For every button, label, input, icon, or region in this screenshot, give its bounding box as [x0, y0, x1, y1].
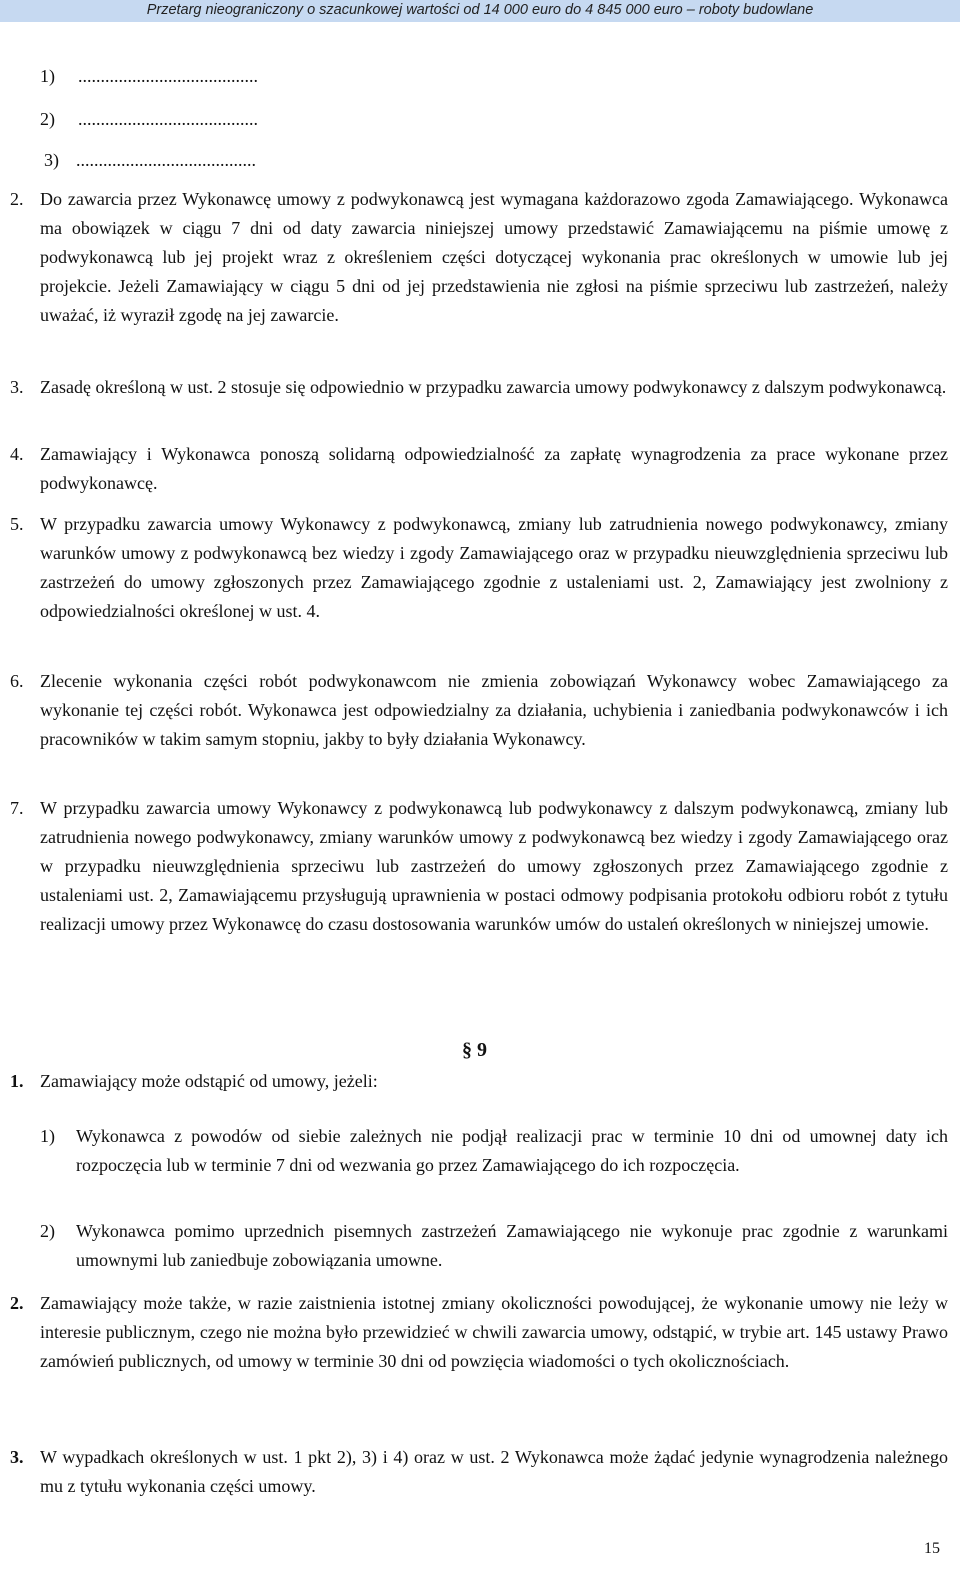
clause-text: W wypadkach określonych w ust. 1 pkt 2), 3) i 4) oraz w ust. 2 Wykonawca może żądać jedynie wynagrodzenia należnego mu z tytułu wykonania części umowy.: [40, 1447, 948, 1496]
clause-number: 2.: [10, 189, 24, 209]
clause-number: 7.: [10, 798, 24, 818]
sub-item-text: Wykonawca pomimo uprzednich pisemnych zastrzeżeń Zamawiającego nie wykonuje prac zgodnie z warunkami umownymi lub zaniedbuje zobowiązania umowne.: [76, 1221, 948, 1270]
list-item-dots: ........................................: [76, 150, 256, 170]
clause-number: 6.: [10, 671, 24, 691]
clause-number: 3.: [10, 1447, 24, 1467]
clause-text: Zamawiający i Wykonawca ponoszą solidarną odpowiedzialność za zapłatę wynagrodzenia za prace wykonane przez podwykonawcę.: [40, 444, 948, 493]
clause-number: 1.: [10, 1071, 24, 1091]
clause-text: W przypadku zawarcia umowy Wykonawcy z podwykonawcą, zmiany lub zatrudnienia nowego podwykonawcy, zmiany warunków umowy z podwykonawcą bez wiedzy i zgody Zamawiającego oraz w przypadku nieuwzględnienia sprzeciwu lub zastrzeżeń do umowy zgłoszonych przez Zamawiającego zgodnie z ustaleniami ust. 2, Zamawiający jest zwolniony z odpowiedzialności określonej w ust. 4.: [40, 514, 948, 621]
list-item-number: 2): [40, 109, 55, 129]
clause-number: 5.: [10, 514, 24, 534]
header-text: Przetarg nieograniczony o szacunkowej wartości od 14 000 euro do 4 845 000 euro – roboty budowlane: [146, 2, 814, 18]
clause-number: 4.: [10, 444, 24, 464]
list-item-dots: ........................................: [78, 109, 258, 129]
section-heading: § 9: [462, 1039, 487, 1061]
list-item: [40, 62, 258, 91]
sub-item-number: 1): [40, 1126, 55, 1146]
clause-number: 2.: [10, 1293, 24, 1313]
list-item: [44, 146, 256, 175]
clause-text: Zamawiający może odstąpić od umowy, jeżeli:: [40, 1071, 378, 1091]
clause-text: Zlecenie wykonania części robót podwykonawcom nie zmienia zobowiązań Wykonawcy wobec Zamawiającego za wykonanie tej części robót. Wykonawca jest odpowiedzialny za działania, uchybienia i zaniedbania podwykonawców i ich pracowników w takim samym stopniu, jakby to były działania Wykonawcy.: [40, 671, 948, 749]
clause-text: Do zawarcia przez Wykonawcę umowy z podwykonawcą jest wymagana każdorazowo zgoda Zamawiającego. Wykonawca ma obowiązek w ciągu 7 dni od daty zawarcia niniejszej umowy przedstawić Zamawiającemu na piśmie umowę z podwykonawcą lub jej projekt wraz z określeniem części dotyczącej wykonania prac określonych w umowie lub jej projekcie. Jeżeli Zamawiający w ciągu 5 dni od jej przedstawienia nie zgłosi na piśmie sprzeciwu lub zastrzeżeń, należy uważać, iż wyraził zgodę na jej zawarcie.: [40, 189, 948, 325]
clause-text: W przypadku zawarcia umowy Wykonawcy z podwykonawcą lub podwykonawcy z dalszym podwykonawcą, zmiany lub zatrudnienia nowego podwykonawcy, zmiany warunków umowy z podwykonawcą bez wiedzy i zgody Zamawiającego oraz w przypadku nieuwzględnienia sprzeciwu lub zastrzeżeń do umowy zgłoszonych przez Zamawiającego zgodnie z ustaleniami ust. 2, Zamawiającemu przysługują uprawnienia w postaci odmowy podpisania protokołu odbioru robót z tytułu realizacji umowy przez Wykonawcę do czasu dostosowania warunków umów do ustaleń określonych w niniejszej umowie.: [40, 798, 948, 934]
page-number: 15: [924, 1540, 940, 1557]
clause-number: 3.: [10, 377, 24, 397]
sub-item-text: Wykonawca z powodów od siebie zależnych nie podjął realizacji prac w terminie 10 dni od umownej daty ich rozpoczęcia lub w terminie 7 dni od wezwania go przez Zamawiającego do ich rozpoczęcia.: [76, 1126, 948, 1175]
document-header: [0, 0, 960, 22]
list-item: [40, 105, 258, 134]
list-item-number: 3): [44, 150, 59, 170]
clause-text: Zamawiający może także, w razie zaistnienia istotnej zmiany okoliczności powodującej, że wykonanie umowy nie leży w interesie publicznym, czego nie można było przewidzieć w chwili zawarcia umowy, odstąpić, w trybie art. 145 ustawy Prawo zamówień publicznych, od umowy w terminie 30 dni od powzięcia wiadomości o tych okolicznościach.: [40, 1293, 948, 1371]
list-item-dots: ........................................: [78, 66, 258, 86]
sub-item-number: 2): [40, 1221, 55, 1241]
list-item-number: 1): [40, 66, 55, 86]
clause-text: Zasadę określoną w ust. 2 stosuje się odpowiednio w przypadku zawarcia umowy podwykonawcy z dalszym podwykonawcą.: [40, 377, 947, 397]
